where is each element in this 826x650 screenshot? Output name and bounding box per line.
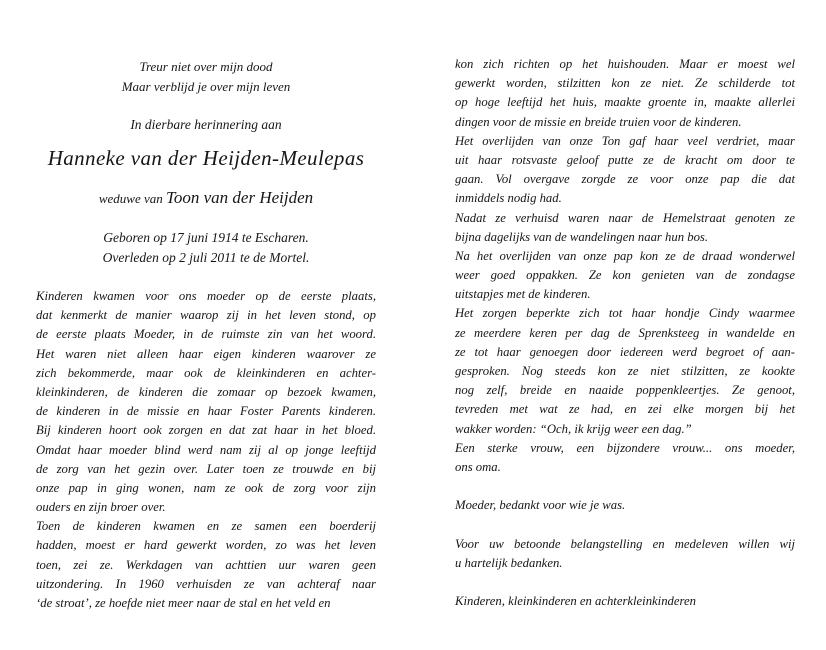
text-line: gewerkt worden, stilzitten kon ze niet. Ze schilderde tot	[455, 76, 795, 91]
text-line: Kinderen kwamen voor ons moeder op de eerste plaats,	[36, 289, 376, 303]
text-line: bijna dagelijks van de wandelingen naar hun bos.	[455, 229, 709, 244]
text-line: de kinderen in de missie en haar Foster Parents kinderen.	[36, 404, 376, 419]
text-line: u hartelijk bedanken.	[455, 555, 563, 570]
text-line: Een sterke vrouw, een bijzondere vrouw... ons moeder,	[455, 440, 795, 455]
text-line: de eerste plaats Moeder, in de ruimste zin van het woord.	[36, 327, 376, 342]
text-line: Toen de kinderen kwamen en ze samen een boerderij	[36, 519, 376, 534]
text-line: weer goed oppakken. Ze kon genieten van de zondagse	[455, 268, 795, 283]
text-line: inmiddels nodig had.	[455, 191, 562, 206]
text-line: Kinderen, kleinkinderen en achterkleinkinderen	[455, 594, 696, 609]
text-line: Nadat ze verhuisd waren naar de Hemelstraat genoten ze	[455, 210, 795, 225]
text-line: ouders en zijn broer over.	[36, 500, 166, 515]
text-line: toen, zei ze. Werkdagen van achttien uur waren geen	[36, 557, 376, 572]
deceased-name: Hanneke van der Heijden-Meulepas	[47, 146, 365, 170]
right-page-body	[455, 55, 795, 611]
text-line: ‘de stroat’, ze hoefde niet meer naar de stal en het veld en	[36, 596, 331, 610]
text-line: uitstapjes met de kinderen.	[455, 287, 591, 302]
text-line: ze tot haar genoegen door iedereen werd begroet of aan-	[455, 344, 795, 359]
dedication-line: In dierbare herinnering aan	[130, 117, 282, 132]
left-page-body	[36, 287, 376, 613]
text-line: op hoge leeftijd het huis, maakte groente in, maakte allerlei	[455, 95, 795, 110]
text-line: wakker worden: “Och, ik krijg weer een dag.”	[455, 421, 692, 436]
text-line: kleinkinderen, de kinderen die zomaar op bezoek kwamen,	[36, 384, 376, 399]
death-line: Overleden op 2 juli 2011 te de Mortel.	[102, 249, 310, 265]
birth-line: Geboren op 17 juni 1914 te Escharen.	[103, 230, 309, 245]
text-line: Voor uw betoonde belangstelling en medeleven willen wij	[455, 536, 795, 551]
text-line: nog zelf, breide en naaide poppenkleertjes. Ze genoot,	[455, 383, 795, 398]
text-line: gaan. Vol overgave zorgde ze voor onze pap die dat	[455, 172, 795, 187]
text-line: Na het overlijden van onze pap kon ze de draad wonderwel	[455, 248, 795, 263]
text-line: Bij kinderen hoort ook zorgen en dat zat haar in het bloed.	[36, 423, 376, 438]
text-line: gesproken. Nog steeds kon ze niet stilzitten, ze kookte	[455, 364, 795, 378]
text-line: dingen voor de missie en breide truien voor de kinderen.	[455, 114, 742, 129]
text-line: kon zich richten op het huishouden. Maar er moest wel	[455, 57, 795, 71]
widow-line	[36, 186, 376, 211]
text-line: tevreden met wat ze had, en zei elke morgen bij het	[455, 402, 795, 417]
text-line: ons oma.	[455, 459, 501, 474]
text-line: dat kenmerkt de manier waarop zij in het leven stond, op	[36, 308, 376, 323]
text-line: zich bekommerde, maar ook de kleinkinderen en achter-	[36, 365, 376, 380]
left-page-header	[36, 57, 376, 267]
text-line: onze pap in ging wonen, nam ze ook de zorg voor zijn	[36, 480, 376, 495]
spouse-name: Toon van der Heijden	[165, 188, 314, 207]
text-line: ze meerdere keren per dag de Sprenksteeg in wandelde en	[455, 325, 795, 340]
text-line: Moeder, bedankt voor wie je was.	[455, 498, 626, 513]
life-dates	[36, 228, 376, 267]
text-line: hadden, moest er hard gewerkt worden, zo was het leven	[36, 538, 376, 553]
text-line: uitzondering. In 1960 verhuisden ze van achteraf naar	[36, 576, 376, 591]
epigraph-line-2: Maar verblijd je over mijn leven	[121, 78, 291, 94]
text-line: de zorg van het gezin over. Later toen ze trouwde en bij	[36, 461, 376, 476]
text-line: Het waren niet alleen haar eigen kinderen waarover ze	[36, 346, 376, 361]
text-line: Omdat haar moeder blind werd nam zij al op jonge leeftijd	[36, 442, 376, 457]
epigraph-line-1: Treur niet over mijn dood	[139, 59, 273, 74]
text-line: Het zorgen beperkte zich tot haar hondje Cindy waarmee	[455, 306, 795, 321]
text-line: Het overlijden van onze Ton gaf haar veel verdriet, maar	[455, 133, 795, 148]
widow-of-prefix: weduwe van	[98, 191, 166, 206]
text-line: uit haar rotsvaste geloof putte ze de kracht om door te	[455, 152, 795, 167]
